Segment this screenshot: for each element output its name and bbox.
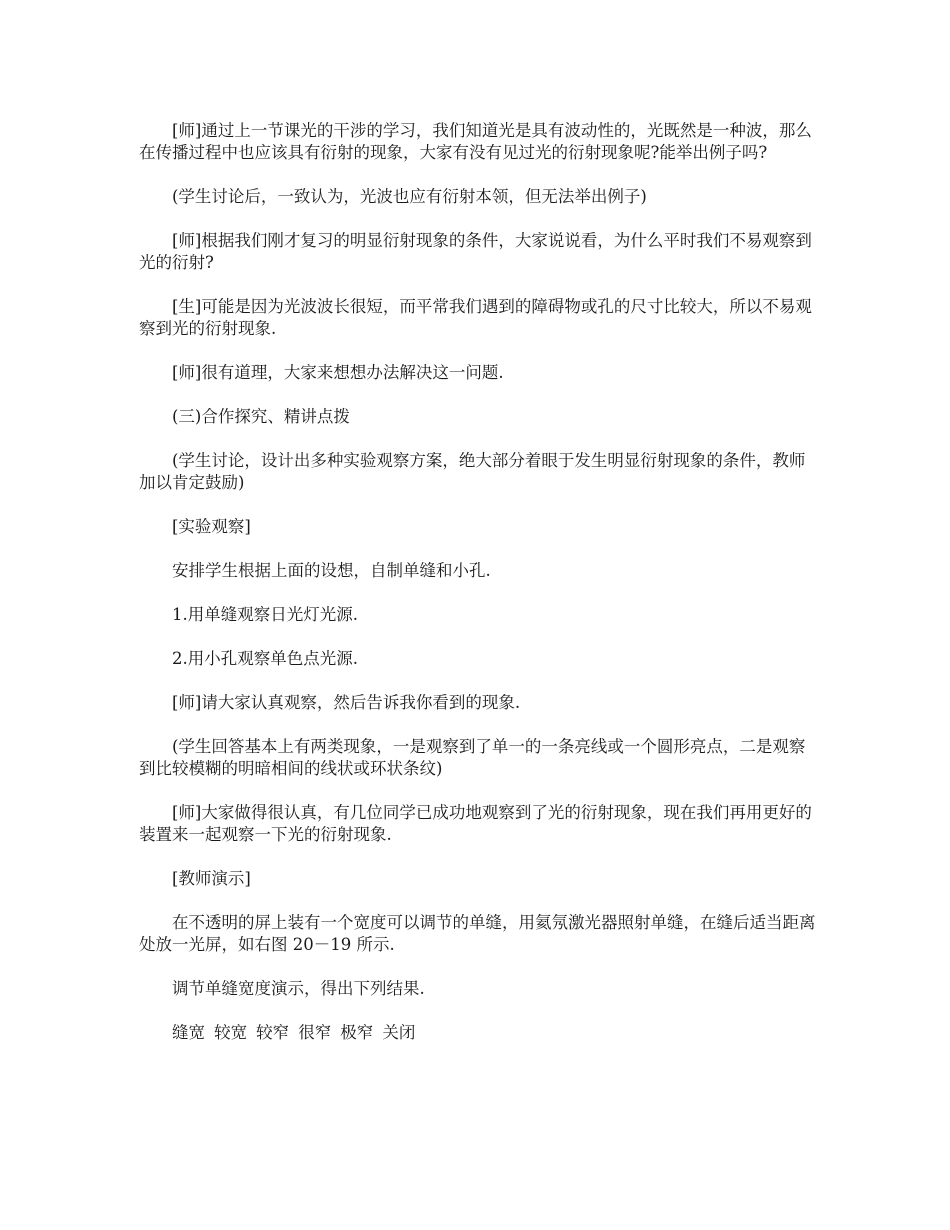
paragraph-student-design: (学生讨论，设计出多种实验观察方案，绝大部分着眼于发生明显衍射现象的条件，教师加以肯定鼓励) [139,451,806,492]
document-body [139,120,819,1044]
slit-width-item: 很窄 [298,1023,332,1042]
slit-width-item: 极窄 [340,1023,374,1042]
paragraph-demo-adjust: 调节单缝宽度演示，得出下列结果. [172,979,425,998]
heading-experiment-observation: [实验观察] [172,517,251,536]
slit-width-item: 较窄 [256,1023,290,1042]
paragraph-teacher-praise: [师]大家做得很认真，有几位同学已成功地观察到了光的衍射现象，现在我们再用更好的装置来一起观察一下光的衍射现象. [139,803,812,844]
paragraph-teacher-observe: [师]请大家认真观察，然后告诉我你看到的现象. [172,693,521,712]
slit-width-item: 缝宽 [172,1023,205,1042]
paragraph-teacher-reply: [师]很有道理，大家来想想办法解决这一问题. [172,363,504,382]
section-heading: (三)合作探究、精讲点拨 [172,407,350,426]
slit-width-item: 较宽 [214,1023,248,1042]
paragraph-demo-setup: 在不透明的屏上装有一个宽度可以调节的单缝，用氦氖激光器照射单缝，在缝后适当距离处放一光屏，如右图 20－19 所示. [139,913,816,954]
paragraph-student-discussion: (学生讨论后，一致认为，光波也应有衍射本领，但无法举出例子) [172,187,647,206]
slit-width-item: 关闭 [382,1023,416,1042]
list-item-step-2: 2.用小孔观察单色点光源. [172,649,358,668]
heading-teacher-demo: [教师演示] [172,869,251,888]
paragraph-student-answer: [生]可能是因为光波波长很短，而平常我们遇到的障碍物或孔的尺寸比较大，所以不易观察到光的衍射现象. [139,297,812,338]
paragraph-student-results: (学生回答基本上有两类现象，一是观察到了单一的一条亮线或一个圆形亮点，二是观察到比较模糊的明暗相间的线状或环状条纹) [139,737,806,778]
list-item-step-1: 1.用单缝观察日光灯光源. [172,605,358,624]
paragraph-teacher-question: [师]根据我们刚才复习的明显衍射现象的条件，大家说说看，为什么平时我们不易观察到光的衍射? [139,231,812,272]
slit-width-list [139,1022,819,1044]
paragraph-arrangement: 安排学生根据上面的设想，自制单缝和小孔. [172,561,491,580]
paragraph-teacher-intro: [师]通过上一节课光的干涉的学习，我们知道光是具有波动性的，光既然是一种波，那么在传播过程中也应该具有衍射的现象，大家有没有见过光的衍射现象呢?能举出例子吗? [139,121,812,162]
